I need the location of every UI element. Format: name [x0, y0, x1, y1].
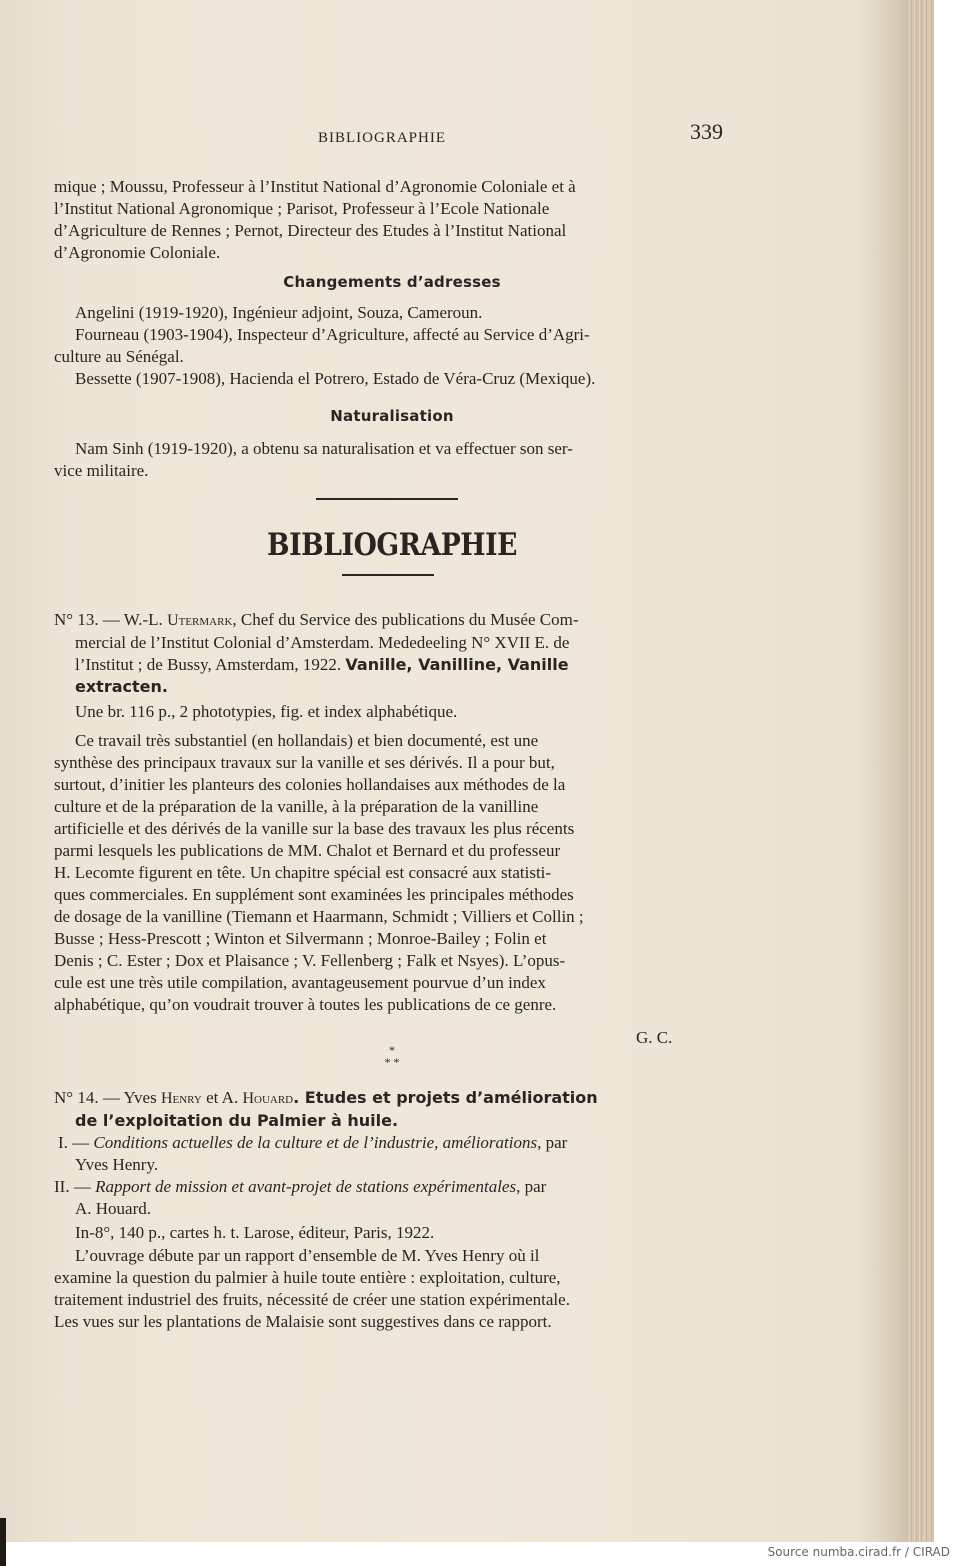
- part-number: II. —: [54, 1177, 96, 1196]
- text-line: parmi lesquels les publications de MM. Chalot et Bernard et du professeur: [54, 841, 561, 860]
- entry-13-line-2: mercial de l’Institut Colonial d’Amsterdam. Mededeeling N° XVII E. de: [75, 633, 570, 652]
- binding-mark: [0, 1518, 6, 1566]
- entry-14-review: [54, 1245, 730, 1333]
- entry-title: . Etudes et projets d’amélioration: [293, 1088, 598, 1107]
- text-line: artificielle et des dérivés de la vanille sur la base des travaux les plus récents: [54, 819, 575, 838]
- entry-author: Utermark: [167, 612, 233, 629]
- part-title: Conditions actuelles de la culture et de l’industrie, améliorations,: [93, 1133, 542, 1152]
- entry-author: Henry: [160, 1090, 202, 1107]
- entry-14-part-2: [54, 1176, 730, 1198]
- page-edge: [908, 0, 934, 1542]
- part-number: I. —: [58, 1133, 94, 1152]
- review-signature: G. C.: [636, 1028, 673, 1047]
- changes-heading: Changements d’adresses: [283, 273, 501, 291]
- text-line: examine la question du palmier à huile toute entière : exploitation, culture,: [54, 1268, 561, 1287]
- divider-rule: [316, 498, 458, 500]
- entry-description: Une br. 116 p., 2 phototypies, fig. et index alphabétique.: [75, 702, 458, 721]
- text-line: alphabétique, qu’on voudrait trouver à toutes les publications de ce genre.: [54, 995, 557, 1014]
- part-title: Rapport de mission et avant-projet de stations expérimentales,: [95, 1177, 521, 1196]
- page-number: 339: [690, 119, 723, 144]
- entry-author: Houard: [242, 1090, 294, 1107]
- naturalisation-heading: Naturalisation: [330, 407, 454, 425]
- entry-14: [54, 1087, 730, 1244]
- text-line: d’Agronomie Coloniale.: [54, 243, 221, 262]
- entry-text: par: [541, 1133, 568, 1152]
- text-line: surtout, d’initier les planteurs des colonies hollandaises aux méthodes de la: [54, 775, 566, 794]
- entry-13: [54, 609, 730, 723]
- text-line: Busse ; Hess-Prescott ; Winton et Silvermann ; Monroe-Bailey ; Folin et: [54, 929, 547, 948]
- text-line: mique ; Moussu, Professeur à l’Institut National d’Agronomie Coloniale et à: [54, 177, 576, 196]
- part-author: A. Houard.: [75, 1199, 152, 1218]
- entry-text: , Chef du Service des publications du Musée Com-: [232, 610, 579, 629]
- entry-text: l’Institut ; de Bussy, Amsterdam, 1922.: [75, 655, 346, 674]
- text-line: synthèse des principaux travaux sur la vanille et ses dérivés. Il a pour but,: [54, 753, 555, 772]
- asterism-top: *: [389, 1043, 395, 1057]
- text-line: L’ouvrage débute par un rapport d’ensemble de M. Yves Henry où il: [75, 1246, 540, 1265]
- entry-13-line-3: [54, 654, 730, 676]
- source-credit: Source numba.cirad.fr / CIRAD: [767, 1545, 950, 1559]
- entry-description: In-8°, 140 p., cartes h. t. Larose, éditeur, Paris, 1922.: [75, 1223, 435, 1242]
- entry-13-line-1: [54, 609, 730, 632]
- text-line: l’Institut National Agronomique ; Parisot, Professeur à l’Ecole Nationale: [54, 199, 550, 218]
- text-line: ques commerciales. En supplément sont examinées les principales méthodes: [54, 885, 574, 904]
- entry-title-cont: de l’exploitation du Palmier à huile.: [75, 1111, 399, 1130]
- entry-number: N° 14. — Yves: [54, 1088, 161, 1107]
- asterism-bottom: * *: [384, 1055, 400, 1069]
- entry-13-review: [54, 730, 730, 1016]
- entry-14-line-1: [54, 1087, 730, 1110]
- text-line: traitement industriel des fruits, nécessité de créer une station expérimentale.: [54, 1290, 570, 1309]
- text-line: de dosage de la vanilline (Tiemann et Haarmann, Schmidt ; Villiers et Collin ;: [54, 907, 584, 926]
- entry-text: et A.: [201, 1088, 243, 1107]
- entry-title-cont: extracten.: [75, 677, 168, 696]
- address-bessette: Bessette (1907-1908), Hacienda el Potrero, Estado de Véra-Cruz (Mexique).: [75, 369, 596, 388]
- text-line: Denis ; C. Ester ; Dox et Plaisance ; V. Fellenberg ; Falk et Nsyes). L’opus-: [54, 951, 566, 970]
- entry-text: par: [520, 1177, 547, 1196]
- text-line: Les vues sur les plantations de Malaisie sont suggestives dans ce rapport.: [54, 1312, 552, 1331]
- address-fourneau: Fourneau (1903-1904), Inspecteur d’Agriculture, affecté au Service d’Agri-: [75, 325, 590, 344]
- text-line: Ce travail très substantiel (en hollandais) et bien documenté, est une: [75, 731, 539, 750]
- section-title: BIBLIOGRAPHIE: [266, 527, 518, 563]
- text-line: Nam Sinh (1919-1920), a obtenu sa naturalisation et va effectuer son ser-: [75, 439, 573, 458]
- title-underline: [342, 574, 434, 576]
- naturalisation-paragraph: [54, 438, 730, 482]
- address-angelini: Angelini (1919-1920), Ingénieur adjoint, Souza, Cameroun.: [75, 303, 483, 322]
- text-line: culture et de la préparation de la vanille, à la préparation de la vanilline: [54, 797, 539, 816]
- text-line: cule est une très utile compilation, avantageusement pourvue d’un index: [54, 973, 546, 992]
- entry-14-part-1: [54, 1132, 730, 1154]
- running-title: BIBLIOGRAPHIE: [318, 130, 446, 146]
- asterism: [54, 1044, 730, 1068]
- changes-list: [54, 302, 730, 390]
- entry-number: N° 13. — W.-L.: [54, 610, 168, 629]
- entry-title: Vanille, Vanilline, Vanille: [345, 655, 569, 674]
- address-fourneau-cont: culture au Sénégal.: [54, 347, 184, 366]
- text-line: H. Lecomte figurent en tête. Un chapitre spécial est consacré aux statisti-: [54, 863, 552, 882]
- intro-paragraph: [54, 176, 730, 264]
- part-author: Yves Henry.: [75, 1155, 159, 1174]
- text-line: d’Agriculture de Rennes ; Pernot, Directeur des Etudes à l’Institut National: [54, 221, 567, 240]
- text-line: vice militaire.: [54, 461, 149, 480]
